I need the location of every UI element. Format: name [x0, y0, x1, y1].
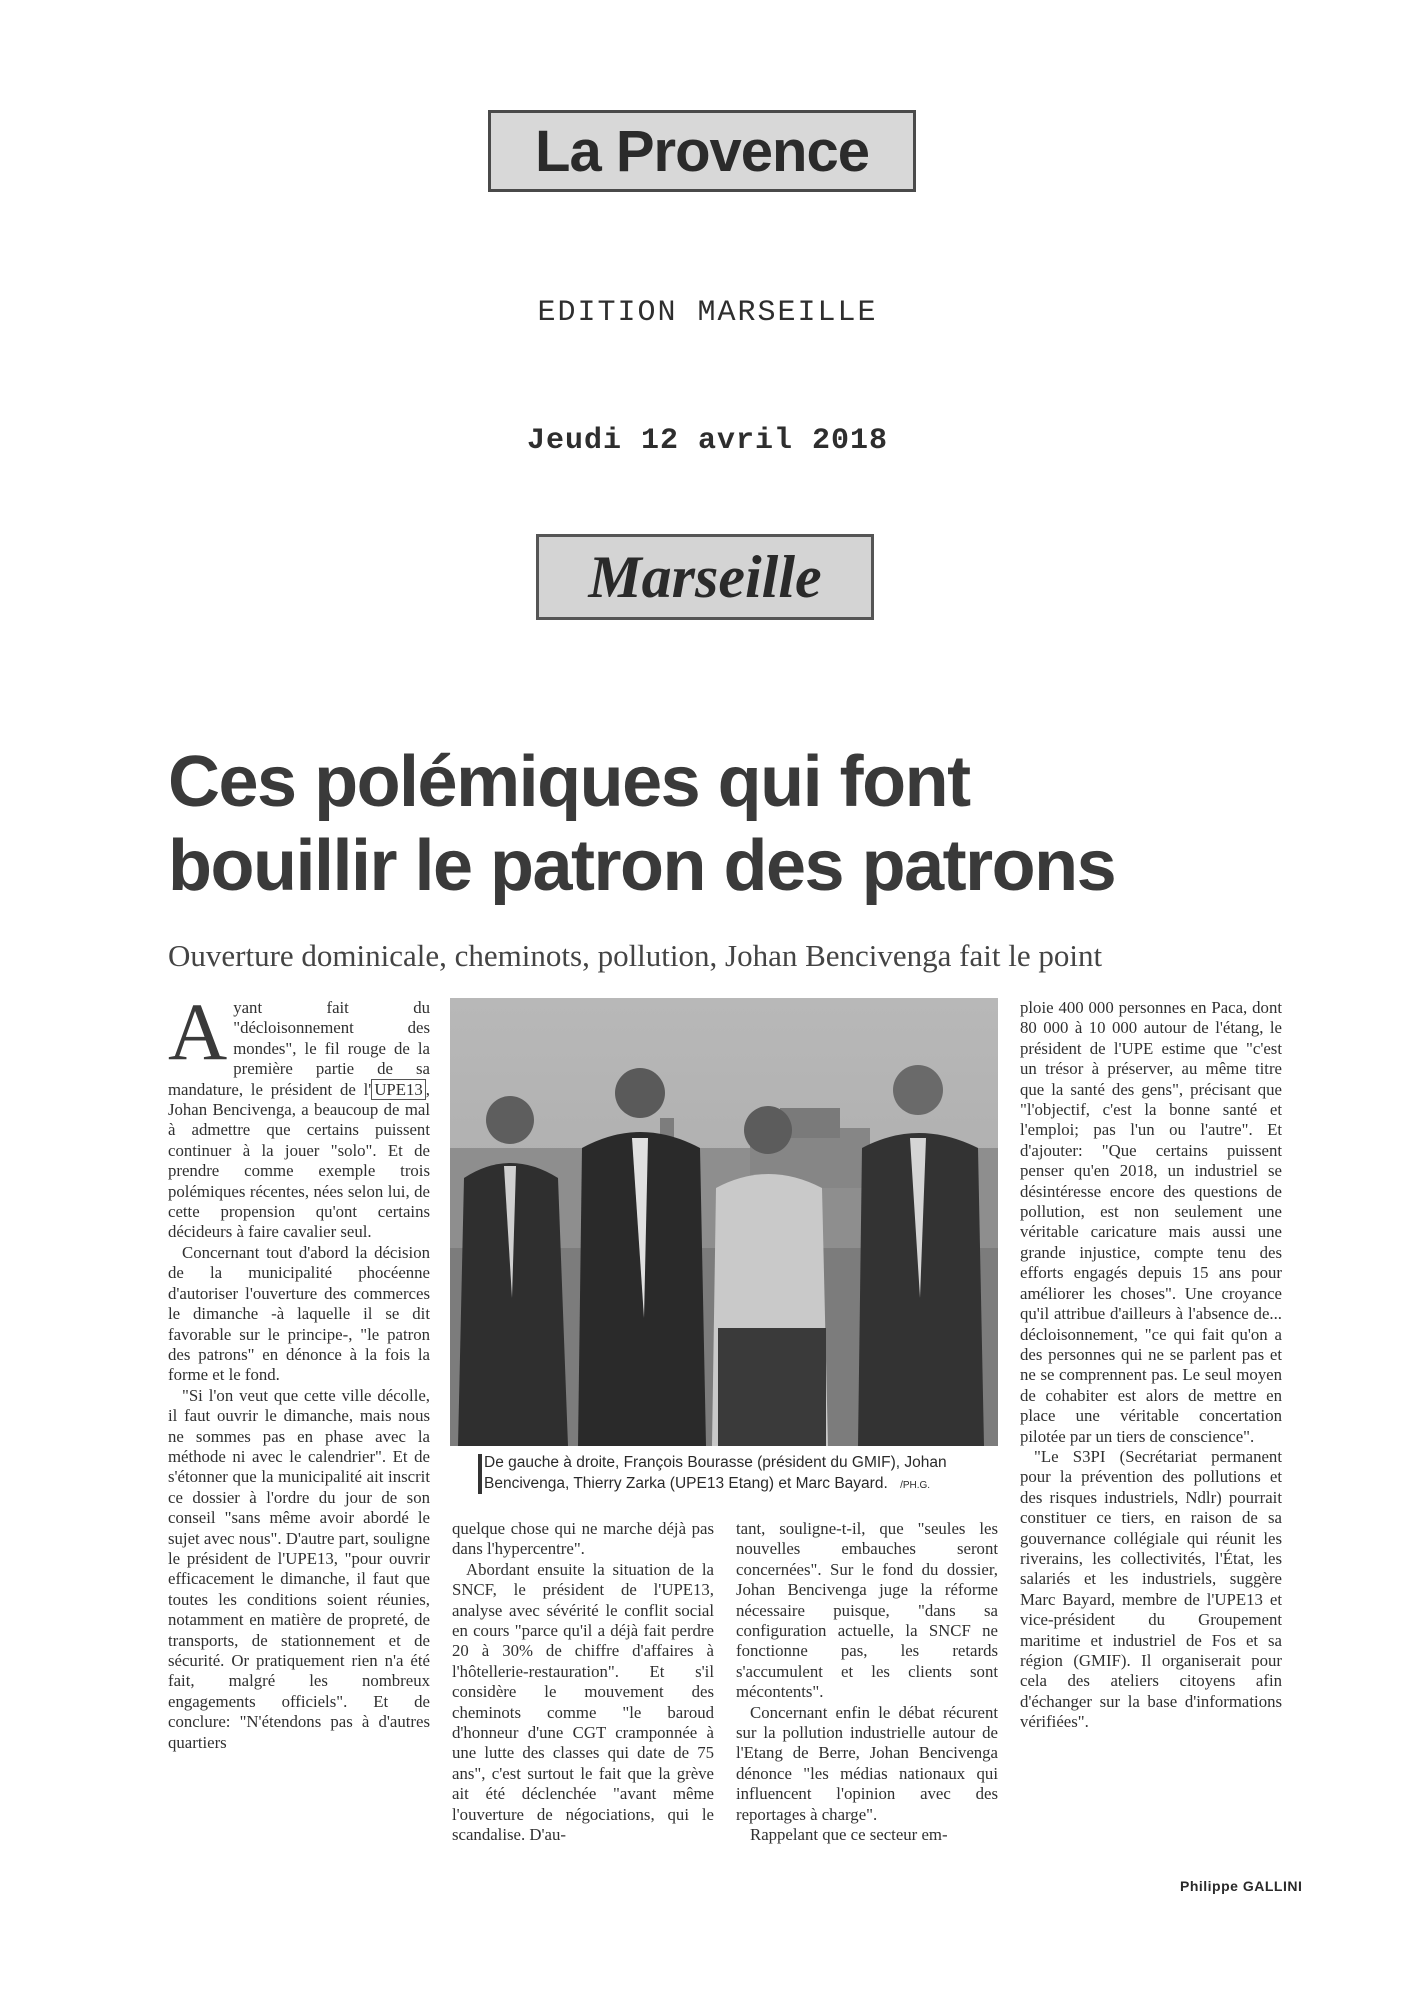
caption-text: De gauche à droite, François Bourasse (président du GMIF), Johan Bencivenga, Thierry Zarka (UPE13 Etang) et Marc Bayard. [484, 1454, 947, 1492]
masthead-name: La Provence [535, 118, 869, 184]
headline-line-1: Ces polémiques qui font [168, 742, 970, 822]
article-paragraph: quelque chose qui ne marche déjà pas dans l'hypercentre". [452, 1519, 714, 1559]
photo-credit: /PH.G. [900, 1480, 931, 1491]
section-name: Marseille [588, 543, 822, 610]
article-paragraph: "Le S3PI (Secrétariat permanent pour la prévention des pollutions et des risques industriels, Ndlr) pourrait constituer ce tiers, en raison de sa gouvernance collégiale qui réunit les riverains, les collectivités, l'État, les salariés et les industriels, suggère Marc Bayard, membre de l'UPE13 et vice-président du Groupement maritime et industriel de Fos et sa région (GMIF). Il organiserait pour cela des ateliers citoyens afin d'échanger sur la base d'informations vérifiées". [1020, 1446, 1282, 1732]
highlighted-org-name: UPE13 [371, 1079, 425, 1100]
drop-cap: A [168, 998, 228, 1077]
article-column-3 [736, 1519, 998, 1899]
article-subheadline: Ouverture dominicale, cheminots, pollution, Johan Bencivenga fait le point [168, 938, 1103, 973]
publication-date: Jeudi 12 avril 2018 [526, 424, 889, 458]
article-headline [168, 740, 1268, 908]
article-paragraph [168, 998, 430, 1243]
article-paragraph: Rappelant que ce secteur em- [750, 1825, 948, 1845]
article-paragraph: "Si l'on veut que cette ville décolle, il faut ouvrir le dimanche, mais nous ne sommes pas en phase avec la méthode ni avec le calendrier". Et de s'étonner que la municipalité ait inscrit ce dossier à l'ordre du jour de son conseil "sans même avoir abordé le sujet avec nous". D'autre part, souligne le président de l'UPE13, "pour ouvrir efficacement le dimanche, il faut que toutes les conditions soient réunies, notamment en matière de propreté, de transports, de stationnement et de sécurité. Or pratiquement rien n'a été fait, malgré les nombreux engagements officiels". Et de conclure: "N'étendons pas à d'autres quartiers [168, 1385, 430, 1752]
article-column-1 [168, 998, 430, 1898]
author-byline: Philippe GALLINI [1180, 1878, 1303, 1894]
paragraph-text: yant fait du "décloisonnement des mondes", le fil rouge de la première partie de sa mandature, le président de l' [168, 998, 430, 1099]
article-paragraph: tant, souligne-t-il, que "seules les nouvelles embauches seront concernées". Sur le fond du dossier, Johan Bencivenga juge la réforme nécessaire puisque, "dans sa configuration actuelle, la SNCF ne fonctionne pas, les retards s'accumulent et les clients sont mécontents". [736, 1519, 998, 1702]
article-photo [450, 998, 998, 1446]
photo-group-portrait [450, 998, 998, 1446]
paragraph-text: , Johan Bencivenga, a beaucoup de mal à admettre que certains puissent continuer à la jouer "solo". Et de prendre comme exemple trois polémiques récentes, nées selon lui, de cette propension qu'ont certains décideurs à faire cavalier seul. [168, 1079, 430, 1242]
section-banner [536, 534, 874, 620]
article-paragraph: Concernant tout d'abord la décision de la municipalité phocéenne d'autoriser l'ouverture des commerces le dimanche -à laquelle il se dit favorable sur le principe-, "le patron des patrons" en dénonce à la fois la forme et le fond. [168, 1242, 430, 1385]
caption-marker [478, 1454, 482, 1494]
newspaper-masthead-logo [488, 110, 916, 192]
edition-label: EDITION MARSEILLE [537, 296, 878, 330]
article-column-4 [1020, 998, 1282, 1898]
article-column-2 [452, 1519, 714, 1899]
headline-line-2: bouillir le patron des patrons [168, 826, 1116, 906]
article-paragraph: ploie 400 000 personnes en Paca, dont 80 000 à 10 000 autour de l'étang, le président de l'UPE estime que "c'est un trésor à préserver, au même titre que la santé des gens", précisant que "l'objectif, c'est la bonne santé et l'emploi; pas l'un ou l'autre". Et d'ajouter: "Que certains puissent penser qu'en 2018, un industriel se désintéresse encore des questions de pollution, est non seulement une véritable caricature mais aussi une grande injustice, compte tenu des efforts engagés depuis 15 ans pour améliorer les choses". Une croyance qu'il attribue d'ailleurs à l'absence de... décloisonnement, "ce qui fait qu'on a des personnes qui ne se parlent pas et ne se comprennent pas. Le seul moyen de cohabiter est alors de mettre en place une véritable concertation pilotée par un tiers de conscience". [1020, 998, 1282, 1446]
article-paragraph: Abordant ensuite la situation de la SNCF, le président de l'UPE13, analyse avec sévérité le conflit social en cours "parce qu'il a déjà fait perdre 20 à 30% de chiffre d'affaires à l'hôtellerie-restauration". Et s'il considère le mouvement des cheminots comme "le baroud d'honneur d'une CGT cramponnée à une lutte des classes qui date de 75 ans", c'est surtout le fait que la grève ait été déclenchée "avant même l'ouverture de négociations, qui le scandalise. D'au- [452, 1559, 714, 1845]
article-paragraph: Concernant enfin le débat récurent sur la pollution industrielle autour de l'Etang de Berre, Johan Bencivenga dénonce "les médias nationaux qui influencent l'opinion avec des reportages à charge". [736, 1702, 998, 1824]
photo-caption [484, 1452, 1004, 1496]
